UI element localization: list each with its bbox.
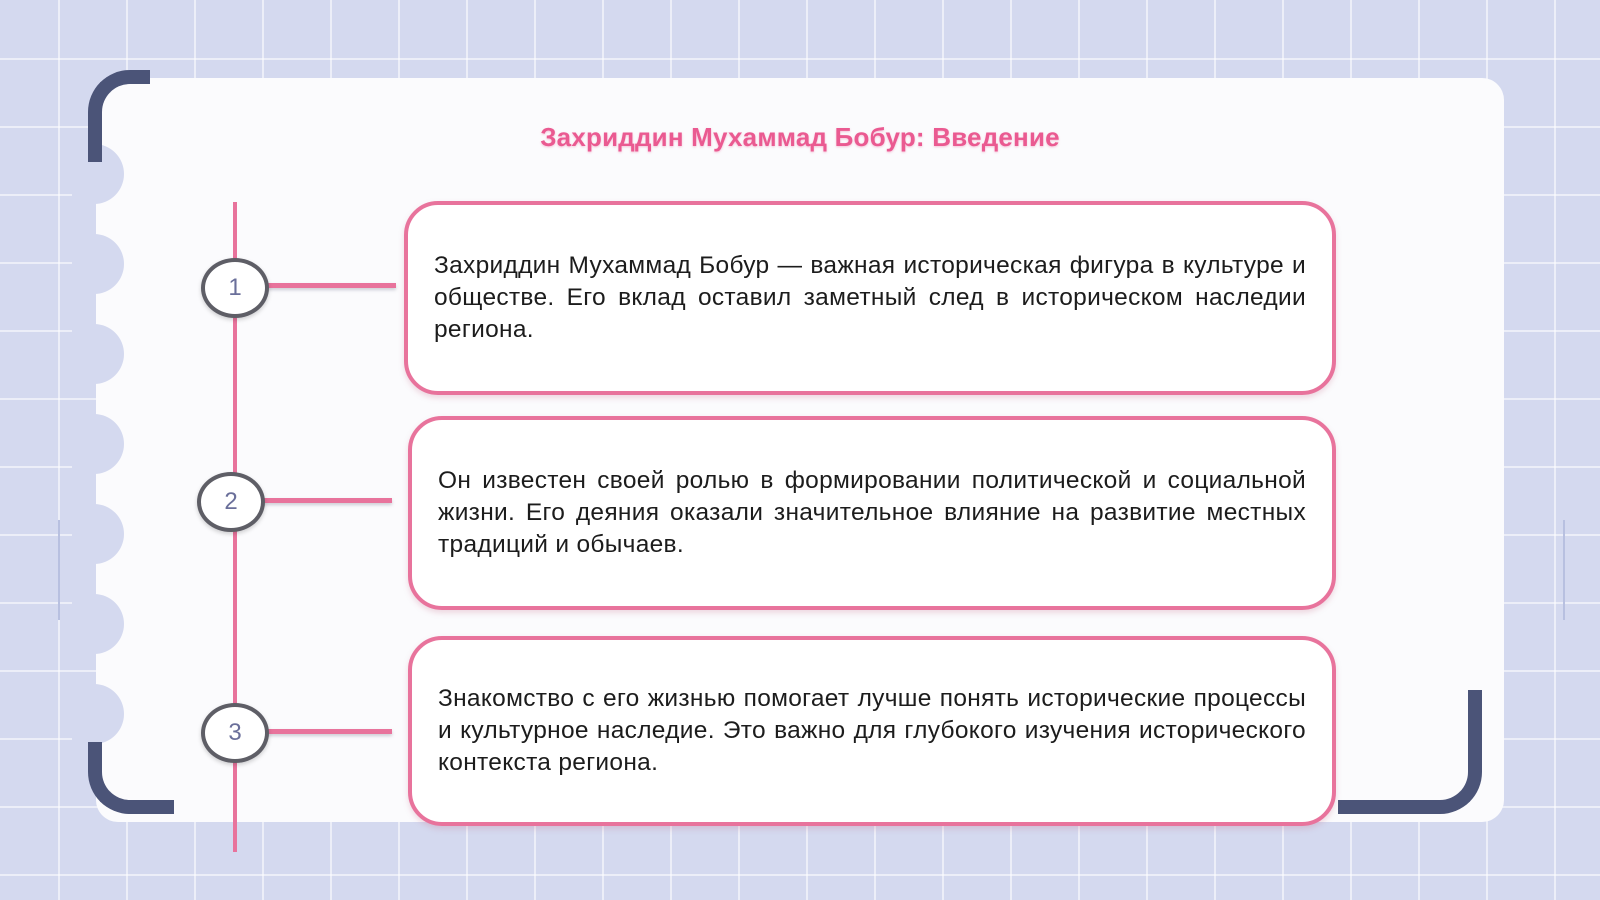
- corner-bracket-bottom-left: [88, 742, 174, 814]
- step-number-badge: 1: [201, 258, 269, 318]
- timeline-connector: [262, 729, 392, 734]
- page-title: Захриддин Мухаммад Бобур: Введение: [540, 122, 1060, 152]
- grid-accent-line: [58, 520, 60, 620]
- info-card: [404, 201, 1336, 395]
- info-card-text: Он известен своей ролью в формировании политической и социальной жизни. Его деяния оказали значительное влияние на развитие местных традиций и обычаев.: [438, 467, 1306, 558]
- grid-accent-line: [1563, 520, 1565, 620]
- timeline-connector: [258, 498, 392, 503]
- step-number-badge: 3: [201, 703, 269, 763]
- step-number-badge: 2: [197, 472, 265, 532]
- info-card-text: Захриддин Мухаммад Бобур — важная историческая фигура в культуре и обществе. Его вклад оставил заметный след в историческом наследии региона.: [434, 252, 1306, 343]
- corner-bracket-bottom-right: [1338, 690, 1482, 814]
- info-card: [408, 416, 1336, 610]
- timeline-connector: [262, 283, 396, 288]
- info-card-text: Знакомство с его жизнью помогает лучше понять исторические процессы и культурное наследие. Это важно для глубокого изучения исторического контекста региона.: [438, 685, 1306, 776]
- info-card: [408, 636, 1336, 826]
